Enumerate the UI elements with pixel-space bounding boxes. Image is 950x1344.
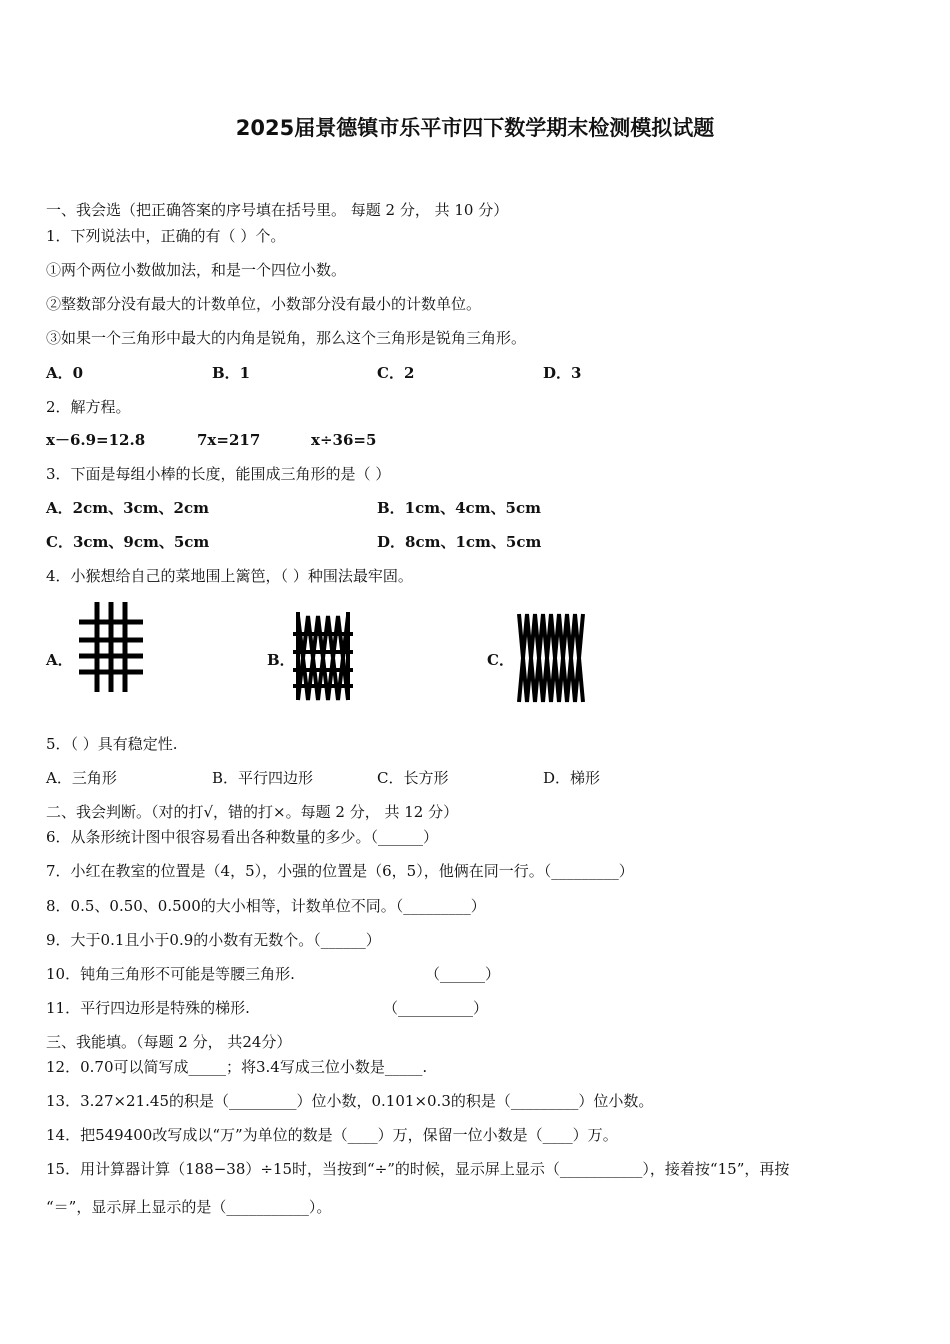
equation-3: x÷36=5 (311, 431, 377, 449)
question-11-blank: （__________） (383, 999, 489, 1017)
question-1-statement-2: ②整数部分没有最大的计数单位，小数部分没有最小的计数单位。 (46, 295, 482, 313)
q3-option-d: D．8cm、1cm、5cm (377, 533, 542, 551)
q4-option-c: C． (487, 651, 514, 669)
question-1-statement-1: ①两个两位小数做加法，和是一个四位小数。 (46, 261, 347, 279)
q1-option-d: D．3 (543, 364, 582, 382)
question-15: 15．用计算器计算（188−38）÷15时，当按到“÷”的时候，显示屏上显示（___________），接着按“15”，再按 (46, 1160, 790, 1178)
question-1-stem: 1．下列说法中，正确的有（ ）个。 (46, 227, 286, 245)
q5-option-b: B．平行四边形 (212, 769, 314, 787)
zigzag-fence-icon (515, 610, 589, 704)
question-2-stem: 2．解方程。 (46, 398, 131, 416)
q5-option-d: D．梯形 (543, 769, 601, 787)
question-5-stem: 5．（ ）具有稳定性. (46, 735, 178, 753)
q3-option-a: A．2cm、3cm、2cm (46, 499, 209, 517)
equation-2: 7x=217 (197, 431, 261, 449)
q4-option-a: A． (46, 651, 73, 669)
question-10: 10．钝角三角形不可能是等腰三角形. (46, 965, 295, 983)
question-8: 8．0.5、0.50、0.500的大小相等，计数单位不同。（_________） (46, 897, 486, 915)
q4-option-b: B． (267, 651, 295, 669)
question-6: 6．从条形统计图中很容易看出各种数量的多少。（______） (46, 828, 439, 846)
q5-option-a: A．三角形 (46, 769, 117, 787)
q3-option-c: C．3cm、9cm、5cm (46, 533, 210, 551)
crossed-diagonal-fence-icon (293, 608, 353, 702)
question-13: 13．3.27×21.45的积是（_________）位小数，0.101×0.3的积是（_________）位小数。 (46, 1092, 654, 1110)
question-11: 11．平行四边形是特殊的梯形. (46, 999, 250, 1017)
question-12: 12．0.70可以简写成_____；将3.4写成三位小数是_____. (46, 1058, 428, 1076)
section-2-heading: 二、我会判断。（对的打√，错的打×。每题 2 分， 共 12 分） (46, 803, 459, 821)
question-7: 7．小红在教室的位置是（4，5），小强的位置是（6，5），他俩在同一行。（_________） (46, 862, 634, 880)
question-4-stem: 4．小猴想给自己的菜地围上篱笆，（ ）种围法最牢固。 (46, 567, 413, 585)
section-3-heading: 三、我能填。（每题 2 分， 共24分） (46, 1033, 292, 1051)
q5-option-c: C．长方形 (377, 769, 449, 787)
section-1-heading: 一、我会选（把正确答案的序号填在括号里。 每题 2 分， 共 10 分） (46, 201, 509, 219)
question-1-statement-3: ③如果一个三角形中最大的内角是锐角，那么这个三角形是锐角三角形。 (46, 329, 527, 347)
q3-option-b: B．1cm、4cm、5cm (377, 499, 542, 517)
question-15-continued: “＝”，显示屏上显示的是（___________）。 (46, 1198, 332, 1216)
equation-1: x－6.9=12.8 (46, 431, 146, 449)
question-14: 14．把549400改写成以“万”为单位的数是（____）万，保留一位小数是（____）万。 (46, 1126, 618, 1144)
question-3-stem: 3．下面是每组小棒的长度，能围成三角形的是（ ） (46, 465, 391, 483)
q1-option-c: C．2 (377, 364, 415, 382)
page-title: 2025届景德镇市乐平市四下数学期末检测模拟试题 (235, 116, 715, 140)
question-10-blank: （______） (425, 965, 501, 983)
q1-option-a: A．0 (46, 364, 84, 382)
grid-fence-icon (77, 600, 145, 694)
q1-option-b: B．1 (212, 364, 251, 382)
question-9: 9．大于0.1且小于0.9的小数有无数个。（______） (46, 931, 381, 949)
